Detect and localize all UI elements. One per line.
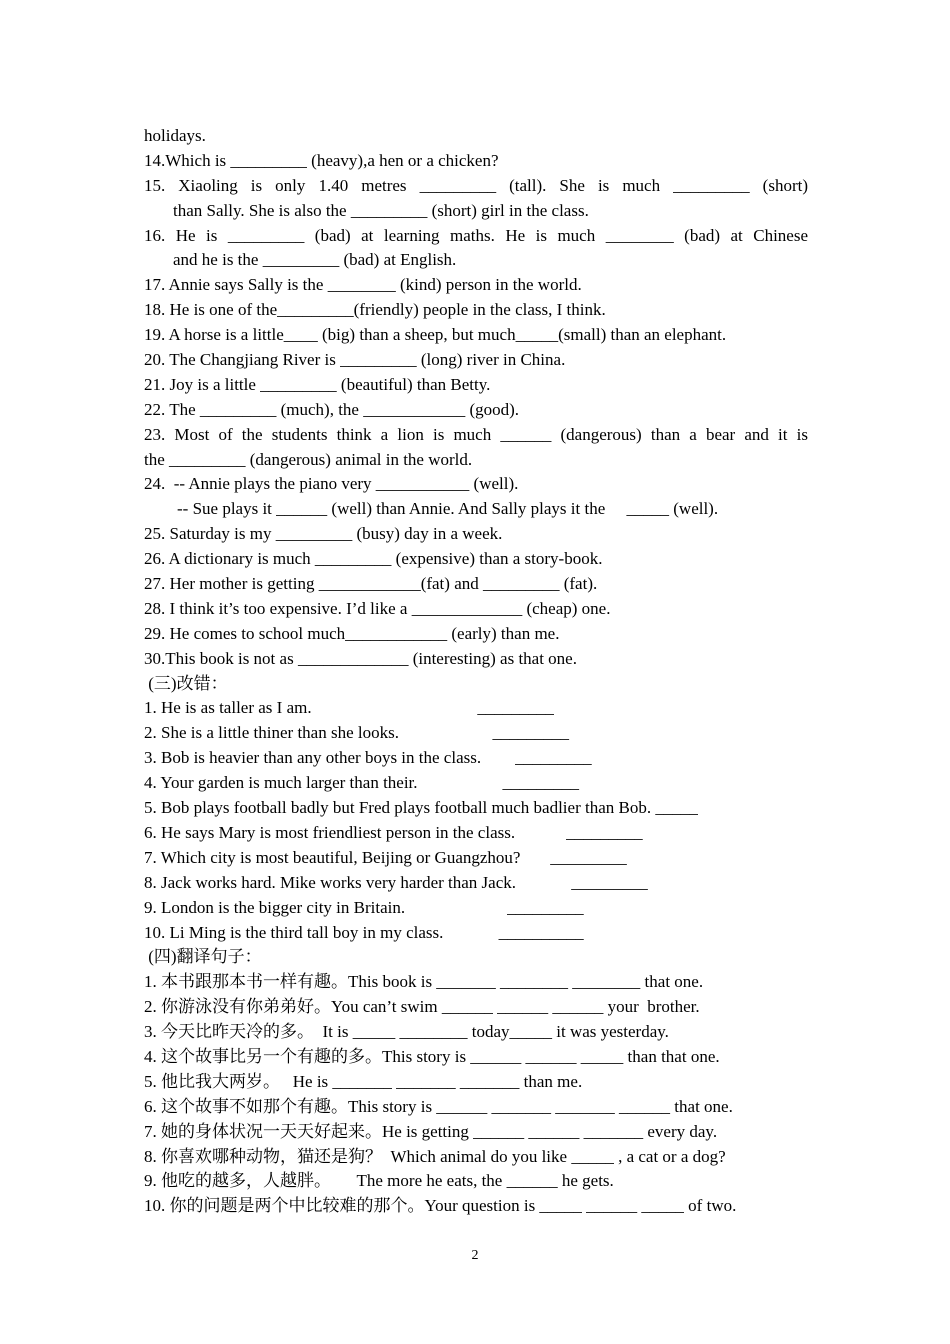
translation-line: 3. 今天比昨天冷的多。 It is _____ ________ today_____ it was yesterday. — [144, 1022, 669, 1042]
correction-line: 7. Which city is most beautiful, Beijing or Guangzhou? _________ — [144, 847, 627, 867]
exercise-line: holidays. — [144, 126, 206, 145]
translation-line: 1. 本书跟那本书一样有趣。This book is _______ ________ ________ that one. — [144, 972, 704, 992]
correction-line: 10. Li Ming is the third tall boy in my class. __________ — [144, 922, 584, 942]
exercise-line: 20. The Changjiang River is _________ (long) river in China. — [144, 350, 566, 370]
exercise-line: 29. He comes to school much____________ (early) than me. — [144, 623, 560, 643]
exercise-line: 22. The _________ (much), the ____________ (good). — [144, 399, 520, 419]
correction-line: 1. He is as taller as I am. _________ — [144, 698, 554, 718]
exercise-line: 16. He is _________ (bad) at learning maths. He is much ________ (bad) at Chinese — [144, 225, 808, 245]
section-heading-correction: (三)改错： — [144, 673, 228, 693]
page-number: 2 — [471, 1248, 479, 1263]
exercise-line: 23. Most of the students think a lion is much ______ (dangerous) than a bear and it is — [144, 424, 808, 444]
translation-line: 10. 你的问题是两个中比较难的那个。Your question is _____ ______ _____ of two. — [144, 1196, 737, 1216]
exercise-line: 17. Annie says Sally is the ________ (kind) person in the world. — [144, 275, 582, 295]
translation-line: 2. 你游泳没有你弟弟好。You can’t swim ______ ______ ______ your brother. — [144, 997, 700, 1017]
exercise-line: than Sally. She is also the _________ (short) girl in the class. — [173, 200, 589, 220]
correction-line: 3. Bob is heavier than any other boys in the class. _________ — [144, 748, 592, 768]
correction-line: 6. He says Mary is most friendliest person in the class. _________ — [144, 822, 643, 842]
exercise-line: 24. -- Annie plays the piano very ___________ (well). — [144, 474, 519, 494]
translation-line: 5. 他比我大两岁。 He is _______ _______ _______ than me. — [144, 1071, 583, 1091]
correction-line: 8. Jack works hard. Mike works very harder than Jack. _________ — [144, 872, 648, 892]
translation-line: 6. 这个故事不如那个有趣。This story is ______ _______ _______ ______ that one. — [144, 1096, 733, 1116]
translation-line: 4. 这个故事比另一个有趣的多。This story is ______ ______ _____ than that one. — [144, 1046, 720, 1066]
correction-line: 9. London is the bigger city in Britain. _________ — [144, 897, 584, 917]
exercise-line: 30.This book is not as _____________ (interesting) as that one. — [144, 648, 577, 668]
correction-line: 2. She is a little thiner than she looks. _________ — [144, 723, 569, 743]
exercise-line: 21. Joy is a little _________ (beautiful) than Betty. — [144, 374, 491, 394]
exercise-line: 18. He is one of the_________(friendly) people in the class, I think. — [144, 300, 606, 320]
worksheet-body — [144, 124, 808, 1219]
correction-line: 4. Your garden is much larger than their. _________ — [144, 773, 580, 793]
exercise-line: 19. A horse is a little____ (big) than a sheep, but much_____(small) than an elephant. — [144, 325, 727, 345]
section-heading-translation: (四)翻译句子： — [144, 947, 262, 967]
exercise-line: the _________ (dangerous) animal in the world. — [144, 449, 473, 469]
exercise-line: 15. Xiaoling is only 1.40 metres _________ (tall). She is much _________ (short) — [144, 175, 808, 195]
exercise-line: 27. Her mother is getting ____________(fat) and _________ (fat). — [144, 574, 598, 594]
exercise-line: 14.Which is _________ (heavy),a hen or a chicken? — [144, 150, 499, 170]
exercise-line: -- Sue plays it ______ (well) than Annie. And Sally plays it the _____ (well). — [177, 499, 719, 519]
translation-line: 8. 你喜欢哪种动物，猫还是狗？ Which animal do you like _____ , a cat or a dog? — [144, 1146, 726, 1166]
exercise-line: 26. A dictionary is much _________ (expensive) than a story-book. — [144, 549, 603, 569]
translation-line: 7. 她的身体状况一天天好起来。He is getting ______ ______ _______ every day. — [144, 1121, 718, 1141]
translation-line: 9. 他吃的越多，人越胖。 The more he eats, the ______ he gets. — [144, 1171, 614, 1191]
exercise-line: and he is the _________ (bad) at English. — [173, 250, 457, 270]
correction-line: 5. Bob plays football badly but Fred plays football much badlier than Bob. _____ — [144, 798, 698, 818]
exercise-line: 25. Saturday is my _________ (busy) day in a week. — [144, 524, 503, 544]
exercise-line: 28. I think it’s too expensive. I’d like a _____________ (cheap) one. — [144, 598, 611, 618]
